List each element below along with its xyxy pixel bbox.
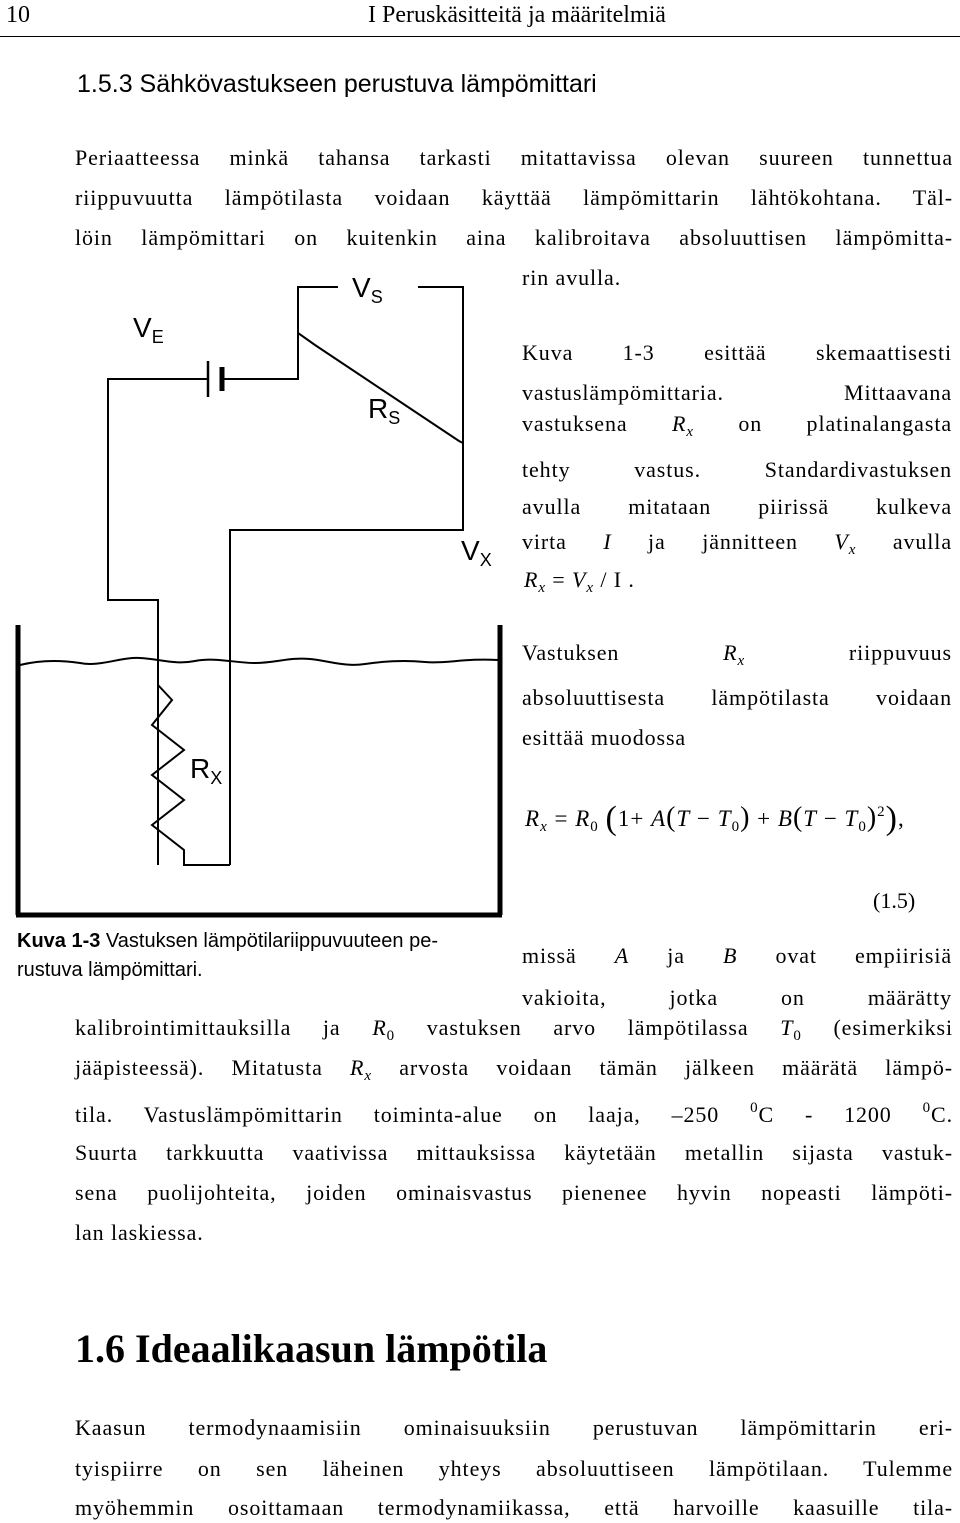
intro-line-2: riippuvuutta lämpötilasta voidaan käyttää lämpömittarin lähtökohtana. Täl- bbox=[75, 185, 953, 210]
equation-1-5: $R_x = R_0$ $(1+ A(T - T_0) + B(T - T_0)^2)$, bbox=[525, 800, 905, 837]
intro-line-4: rin avulla. bbox=[522, 265, 622, 290]
para3-line-2: absoluuttisesta lämpötilasta voidaan bbox=[522, 685, 952, 710]
para2-line-6: virta I ja jännitteen $V_x$ avulla bbox=[522, 529, 952, 558]
para4-line-5: tila. Vastuslämpömittarin toiminta-alue on laaja, –250 $^0$C - 1200 $^0$C. bbox=[75, 1100, 954, 1127]
para2-equation: $R_x = V_x / I$ . bbox=[524, 567, 635, 596]
section-heading: 1.5.3 Sähkövastukseen perustuva lämpömittari bbox=[77, 70, 597, 98]
para2-line-2: vastuslämpömittaria. Mittaavana bbox=[522, 380, 952, 405]
label-VE: $V_E$ bbox=[133, 312, 164, 347]
para3-line-3: esittää muodossa bbox=[522, 725, 687, 750]
para2-line-5: avulla mitataan piirissä kulkeva bbox=[522, 494, 952, 519]
section-1-6-line-1: Kaasun termodynaamisiin ominaisuuksiin perustuvan lämpömittarin eri- bbox=[75, 1415, 953, 1440]
label-RS: $R_S$ bbox=[368, 393, 401, 428]
para3-line-1: Vastuksen $R_x$ riippuvuus bbox=[522, 640, 953, 669]
intro-line-3: löin lämpömittari on kuitenkin aina kalibroitava absoluuttisen lämpömitta- bbox=[75, 225, 953, 250]
section-1-6-line-3: myöhemmin osoittamaan termodynamiikassa, että harvoille kaasuille tila- bbox=[75, 1495, 953, 1520]
label-VS: $V_S$ bbox=[352, 272, 383, 307]
para4-line-7: sena puolijohteita, joiden ominaisvastus pienenee hyvin nopeasti lämpöti- bbox=[75, 1180, 953, 1205]
thermometer-circuit-figure bbox=[0, 255, 520, 925]
running-title: I Peruskäsitteitä ja määritelmiä bbox=[368, 2, 666, 28]
intro-line-1: Periaatteessa minkä tahansa tarkasti mitattavissa olevan suureen tunnettua bbox=[75, 145, 953, 170]
equation-number: (1.5) bbox=[873, 888, 916, 913]
label-RX: $R_X$ bbox=[190, 753, 223, 788]
section-1-6-heading: 1.6 Ideaalikaasun lämpötila bbox=[75, 1326, 548, 1371]
para2-line-1: Kuva 1-3 esittää skemaattisesti bbox=[522, 340, 952, 365]
label-VX: $V_X$ bbox=[461, 535, 492, 570]
para4-line-8: lan laskiessa. bbox=[75, 1220, 204, 1245]
figure-caption: Kuva 1-3 Vastuksen lämpötilariippuvuuteen pe- rustuva lämpömittari. bbox=[17, 930, 438, 981]
section-1-6-line-2: tyispiirre on sen läheinen yhteys absoluuttiseen lämpötilaan. Tulemme bbox=[75, 1456, 953, 1481]
page-number: 10 bbox=[6, 2, 30, 28]
para4-line-1: missä A ja B ovat empiirisiä bbox=[522, 943, 952, 968]
para2-line-3: vastuksena $R_x$ on platinalangasta bbox=[522, 411, 952, 440]
header-rule bbox=[0, 36, 960, 37]
para4-line-6: Suurta tarkkuutta vaativissa mittauksissa käytetään metallin sijasta vastuk- bbox=[75, 1140, 953, 1165]
para4-line-3: kalibrointimittauksilla ja $R_0$ vastuksen arvo lämpötilassa $T_0$ (esimerkiksi bbox=[75, 1015, 954, 1044]
para4-line-4: jääpisteessä). Mitatusta $R_x$ arvosta voidaan tämän jälkeen määrätä lämpö- bbox=[75, 1055, 954, 1084]
para2-line-4: tehty vastus. Standardivastuksen bbox=[522, 457, 952, 482]
para4-line-2: vakioita, jotka on määrätty bbox=[522, 985, 952, 1010]
